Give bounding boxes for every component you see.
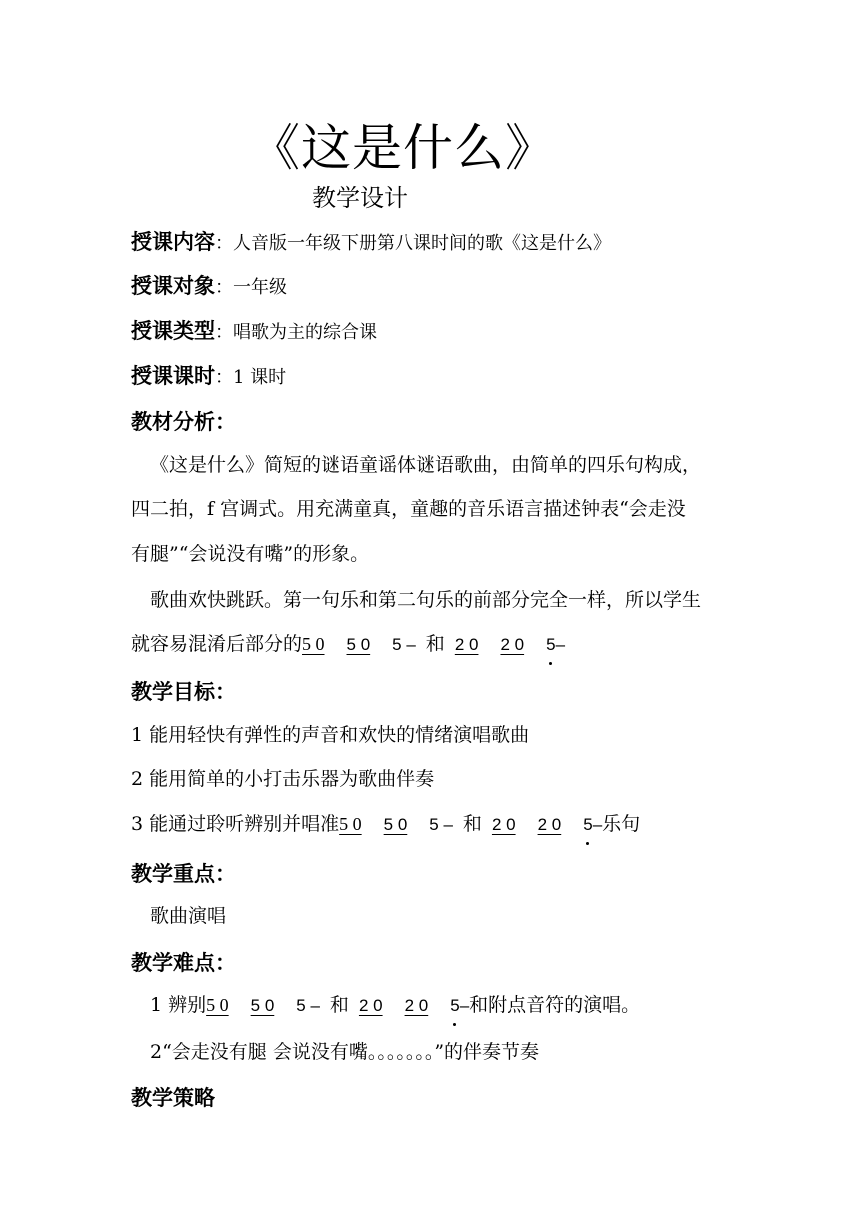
meta-type-label: 授课类型	[131, 319, 215, 343]
analysis-heading: 教材分析：	[131, 410, 236, 434]
notation-a1: 5 0	[302, 634, 325, 654]
goal-1: 1 能用轻快有弹性的声音和欢快的情绪演唱歌曲	[131, 724, 530, 746]
goal-2: 2 能用简单的小打击乐器为歌曲伴奏	[131, 768, 435, 790]
analysis-p1-line2: 四二拍，f 宫调式。用充满童真，童趣的音乐语言描述钟表“会走没	[131, 498, 686, 520]
meta-hours: 授课课时：1 课时	[131, 364, 287, 388]
meta-hours-value: 1 课时	[233, 367, 287, 388]
focus-text: 歌曲演唱	[150, 905, 227, 927]
meta-content-value: 人音版一年级下册第八课时间的歌《这是什么》	[233, 233, 611, 254]
meta-type-value: 唱歌为主的综合课	[233, 322, 377, 343]
meta-audience-label: 授课对象	[131, 274, 215, 298]
document-title: 《这是什么》	[250, 119, 556, 177]
analysis-p2-line1: 歌曲欢快跳跃。第一句乐和第二句乐的前部分完全一样，所以学生	[150, 589, 702, 611]
notation-a3: 5 –	[392, 635, 416, 654]
meta-audience-value: 一年级	[233, 277, 287, 298]
difficulty-heading: 教学难点：	[131, 951, 236, 975]
analysis-p2-line2: 就容易混淆后部分的5 0 5 0 5 – 和 2 0 2 0 5–	[131, 630, 565, 659]
meta-content-label: 授课内容	[131, 230, 215, 254]
notation-b1: 2 0	[454, 635, 479, 654]
notation-b3: 5	[546, 631, 555, 659]
goals-heading: 教学目标：	[131, 680, 236, 704]
difficulty-2: 2“会走没有腿 会说没有嘴。。。。。。。”的伴奏节奏	[150, 1041, 540, 1063]
notation-and: 和	[425, 633, 445, 655]
meta-type: 授课类型：唱歌为主的综合课	[131, 319, 377, 343]
document-subtitle: 教学设计	[312, 184, 408, 212]
strategy-heading: 教学策略	[131, 1086, 215, 1110]
notation-a2: 5 0	[346, 635, 371, 654]
difficulty-1: 1 辨别5 0 5 0 5 – 和 2 0 2 0 5–和附点音符的演唱。	[150, 991, 640, 1020]
meta-hours-label: 授课课时	[131, 364, 215, 388]
analysis-p1-line3: 有腿”“会说没有嘴”的形象。	[131, 543, 370, 565]
goal-3: 3 能通过聆听辨别并唱准5 0 5 0 5 – 和 2 0 2 0 5–乐句	[131, 810, 640, 839]
focus-heading: 教学重点：	[131, 862, 236, 886]
meta-content: 授课内容：人音版一年级下册第八课时间的歌《这是什么》	[131, 230, 611, 254]
notation-b2: 2 0	[500, 635, 525, 654]
meta-audience: 授课对象：一年级	[131, 274, 287, 298]
analysis-p1-line1: 《这是什么》简短的谜语童谣体谜语歌曲，由简单的四乐句构成，	[150, 454, 702, 476]
